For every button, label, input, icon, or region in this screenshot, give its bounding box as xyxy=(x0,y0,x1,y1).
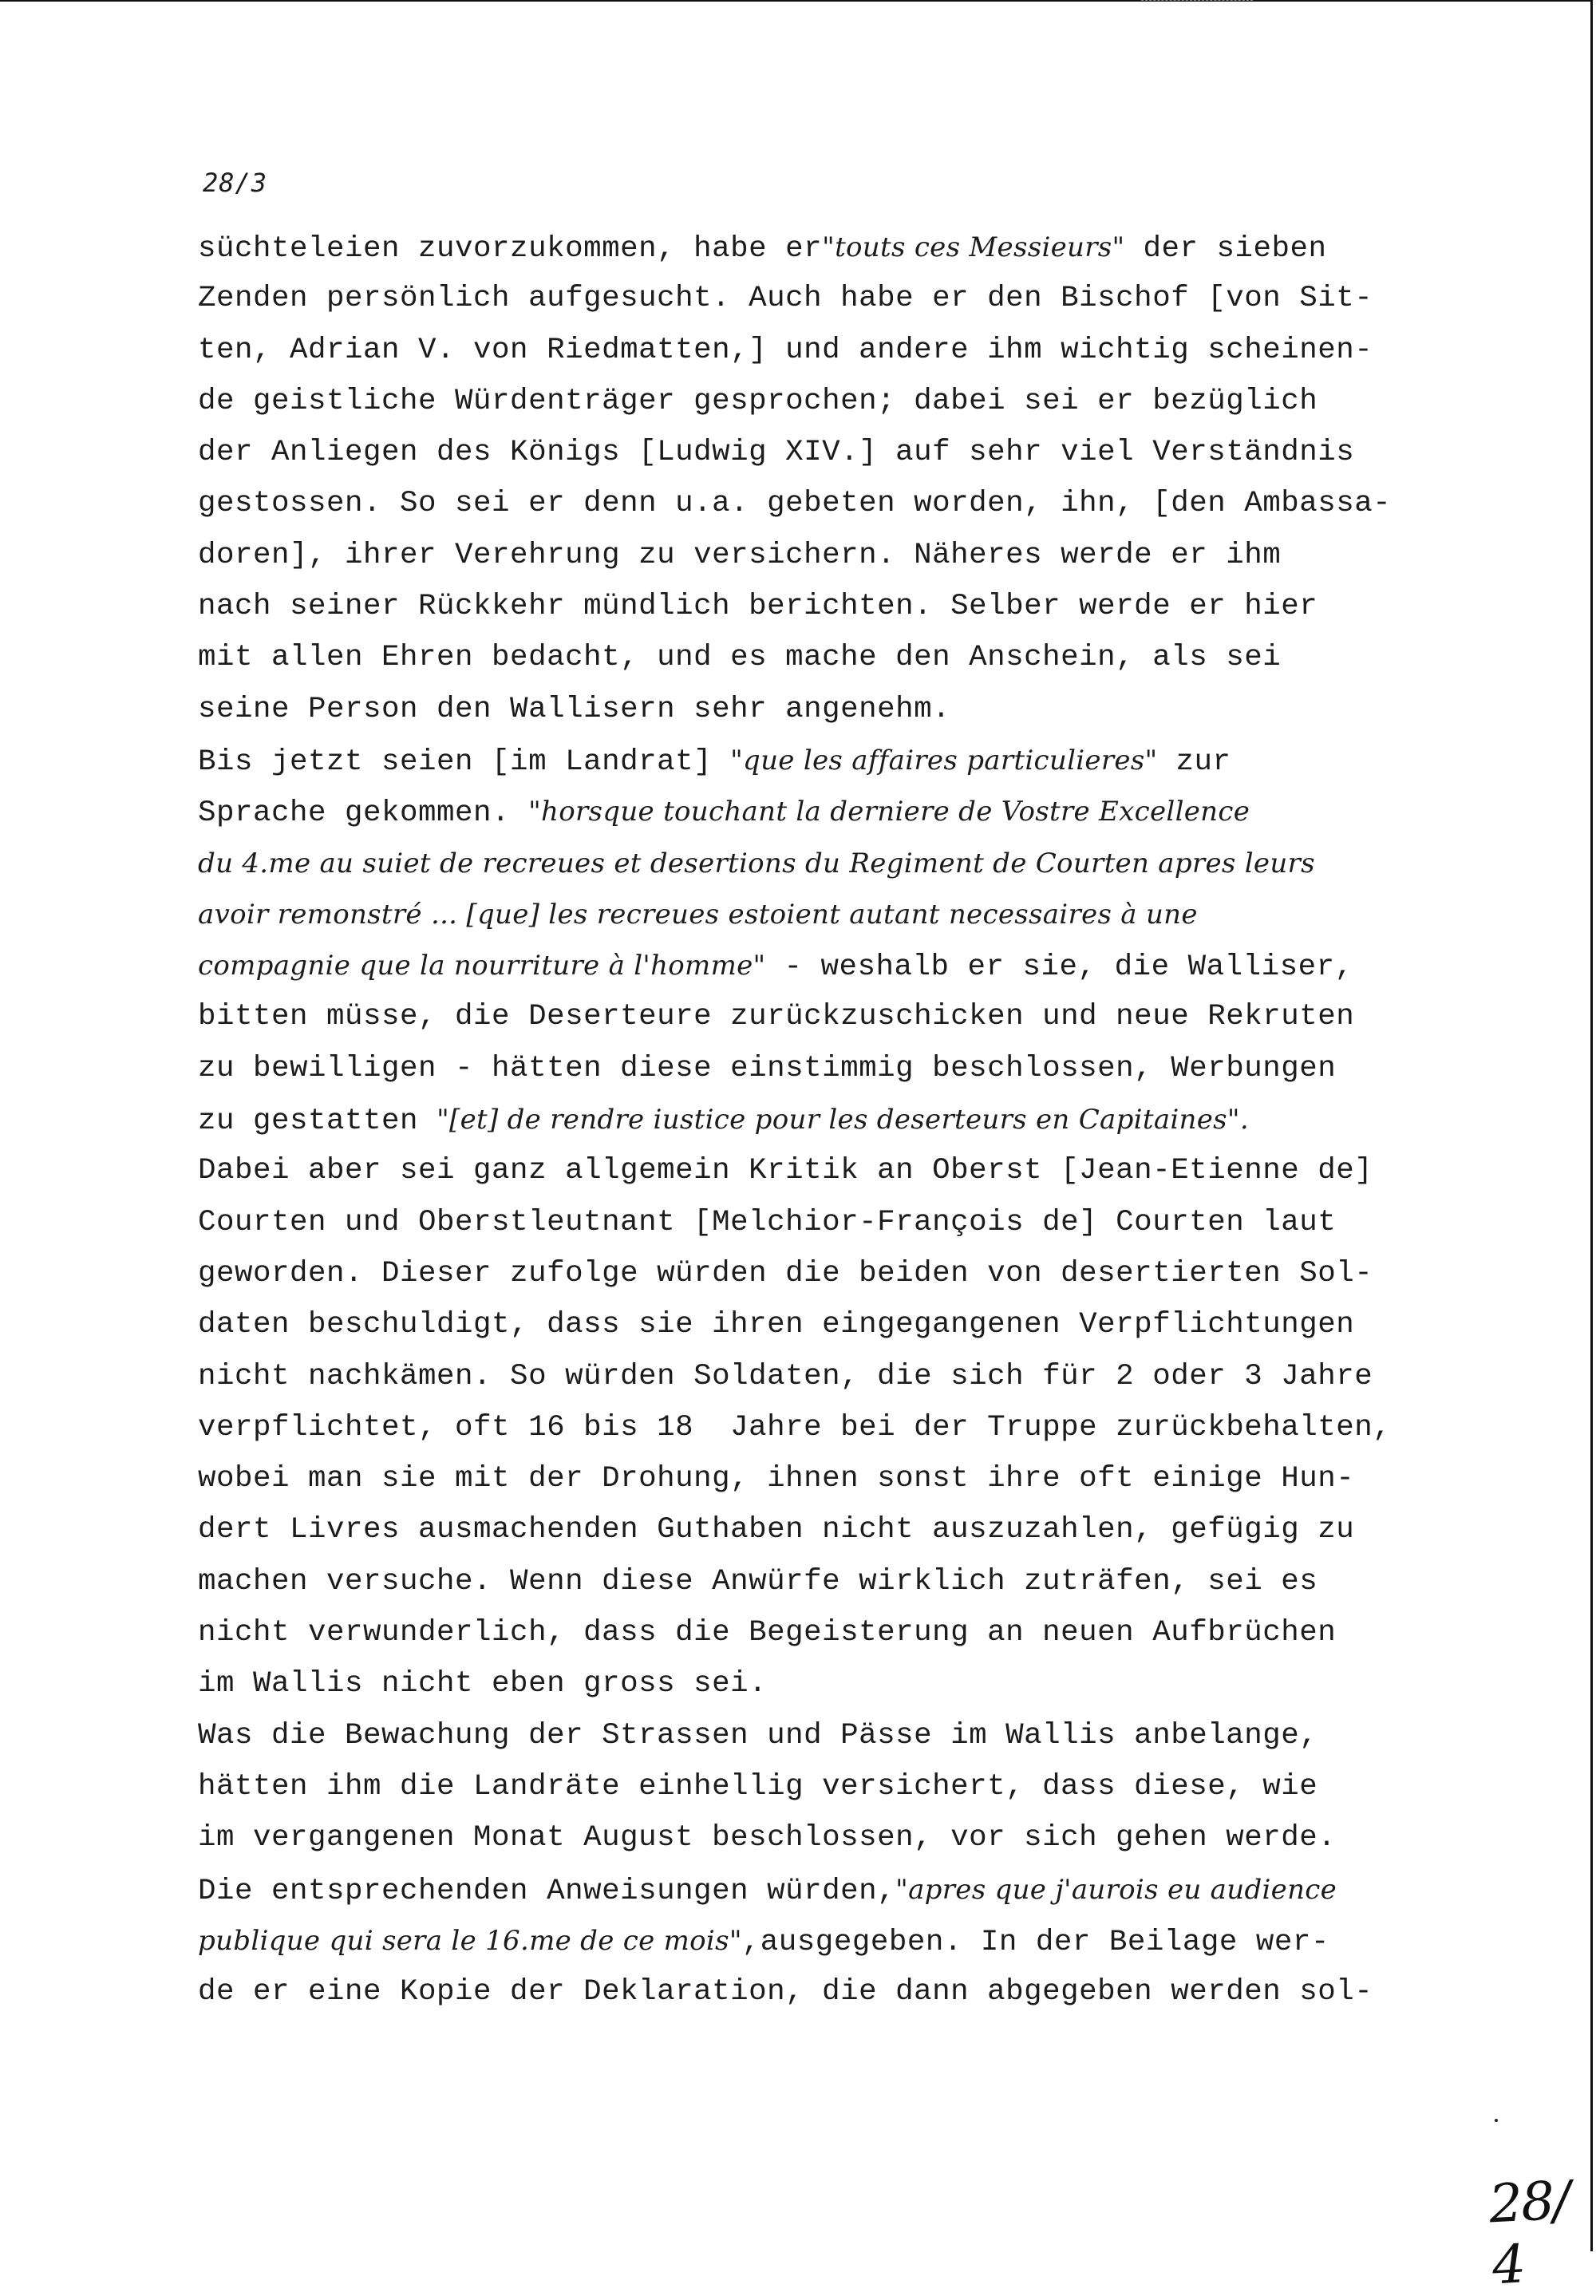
quoted-french-text: compagnie que la nourriture à l'homme" xyxy=(198,950,766,982)
text-segment: im vergangenen Monat August beschlossen, vor sich gehen werde. xyxy=(198,1821,1337,1855)
text-line xyxy=(198,1248,1459,1299)
text-segment: Zenden persönlich aufgesucht. Auch habe er den Bischof [von Sit- xyxy=(198,282,1373,316)
text-line xyxy=(198,1915,1459,1966)
text-segment: zu gestatten xyxy=(198,1105,437,1139)
text-line xyxy=(198,1402,1459,1453)
document-body xyxy=(198,222,1459,2017)
text-line xyxy=(198,991,1459,1042)
text-segment: der Anliegen des Königs [Ludwig XIV.] auf sehr viel Verständnis xyxy=(198,436,1355,470)
text-line xyxy=(198,1864,1459,1915)
quoted-french-text: "[et] de rendre iustice pour les deserteurs en Capitaines". xyxy=(437,1104,1249,1136)
text-line xyxy=(198,684,1459,735)
text-line xyxy=(198,222,1459,273)
text-line xyxy=(198,427,1459,478)
text-segment: seine Person den Wallisern sehr angenehm. xyxy=(198,692,951,726)
quoted-french-text: du 4.me au suiet de recreues et desertions du Regiment de Courten apres leurs xyxy=(198,847,1315,879)
text-line xyxy=(198,1197,1459,1248)
text-line xyxy=(198,1504,1459,1555)
text-segment: süchteleien zuvorzukommen, habe er xyxy=(198,232,823,266)
text-line xyxy=(198,1351,1459,1402)
text-segment: Die entsprechenden Anweisungen würden, xyxy=(198,1874,896,1908)
quoted-french-text: "que les affaires particulieres" xyxy=(730,744,1158,777)
text-segment: ,ausgegeben. In der Beilage wer- xyxy=(741,1925,1329,1959)
text-line xyxy=(198,1966,1459,2017)
text-segment: nach seiner Rückkehr mündlich berichten. Selber werde er hier xyxy=(198,590,1318,624)
text-line xyxy=(198,1043,1459,1094)
quoted-french-text: "apres que j'aurois eu audience xyxy=(895,1873,1337,1906)
text-segment: doren], ihrer Verehrung zu versichern. Näheres werde er ihm xyxy=(198,538,1282,572)
text-segment: verpflichtet, oft 16 bis 18 Jahre bei der Truppe zurückbehalten, xyxy=(198,1410,1392,1444)
text-segment: hätten ihm die Landräte einhellig versichert, dass diese, wie xyxy=(198,1769,1318,1804)
text-line xyxy=(198,1145,1459,1196)
text-line xyxy=(198,376,1459,427)
text-line xyxy=(198,1761,1459,1812)
text-line xyxy=(198,1556,1459,1607)
text-line xyxy=(198,1094,1459,1145)
text-segment: ten, Adrian V. von Riedmatten,] und andere ihm wichtig scheinen- xyxy=(198,333,1373,367)
text-segment: nicht nachkämen. So würden Soldaten, die sich für 2 oder 3 Jahre xyxy=(198,1359,1373,1393)
text-segment: im Wallis nicht eben gross sei. xyxy=(198,1667,768,1701)
text-segment: Dabei aber sei ganz allgemein Kritik an Oberst [Jean-Etienne de] xyxy=(198,1154,1373,1188)
text-line xyxy=(198,940,1459,991)
text-line xyxy=(198,273,1459,324)
text-segment: daten beschuldigt, dass sie ihren eingegangenen Verpflichtungen xyxy=(198,1308,1355,1342)
text-segment: machen versuche. Wenn diese Anwürfe wirklich zuträfen, sei es xyxy=(198,1564,1318,1599)
handwritten-folio: 28/ 4 xyxy=(1487,2169,1571,2296)
text-segment: - weshalb er sie, die Walliser, xyxy=(765,950,1353,985)
text-line xyxy=(198,1812,1459,1863)
ink-speck xyxy=(1495,2119,1498,2122)
page-number: 28/3 xyxy=(203,168,268,198)
text-segment: gestossen. So sei er denn u.a. gebeten worden, ihn, [den Ambassa- xyxy=(198,487,1392,521)
quoted-french-text: publique qui sera le 16.me de ce mois" xyxy=(198,1924,742,1957)
text-segment: Was die Bewachung der Strassen und Pässe im Wallis anbelange, xyxy=(198,1718,1318,1753)
text-segment: bitten müsse, die Deserteure zurückzuschicken und neue Rekruten xyxy=(198,1000,1355,1034)
text-line xyxy=(198,581,1459,632)
text-line xyxy=(198,786,1459,837)
text-line xyxy=(198,325,1459,376)
text-line xyxy=(198,632,1459,683)
text-segment: wobei man sie mit der Drohung, ihnen sonst ihre oft einige Hun- xyxy=(198,1462,1355,1496)
scan-artifact xyxy=(1141,0,1253,4)
text-line xyxy=(198,1453,1459,1504)
text-line xyxy=(198,1607,1459,1658)
text-segment: dert Livres ausmachenden Guthaben nicht auszuzahlen, gefügig zu xyxy=(198,1513,1355,1547)
text-line xyxy=(198,478,1459,529)
text-segment: mit allen Ehren bedacht, und es mache den Anschein, als sei xyxy=(198,641,1282,675)
text-segment: Courten und Oberstleutnant [Melchior-François de] Courten laut xyxy=(198,1205,1337,1239)
quoted-french-text: avoir remonstré ... [que] les recreues estoient autant necessaires à une xyxy=(198,898,1198,931)
text-segment: Bis jetzt seien [im Landrat] xyxy=(198,745,731,779)
text-segment: zur xyxy=(1157,745,1231,779)
text-line xyxy=(198,889,1459,940)
text-line xyxy=(198,735,1459,786)
text-line xyxy=(198,1299,1459,1350)
quoted-french-text: "touts ces Messieurs" xyxy=(822,231,1125,263)
text-line xyxy=(198,1710,1459,1761)
text-line xyxy=(198,838,1459,889)
quoted-french-text: "horsque touchant la derniere de Vostre Excellence xyxy=(528,796,1250,828)
text-segment: zu bewilligen - hätten diese einstimmig beschlossen, Werbungen xyxy=(198,1051,1337,1085)
text-line xyxy=(198,530,1459,581)
text-segment: nicht verwunderlich, dass die Begeisterung an neuen Aufbrüchen xyxy=(198,1616,1337,1650)
text-segment: der sieben xyxy=(1124,232,1327,266)
text-segment: de er eine Kopie der Deklaration, die dann abgegeben werden sol- xyxy=(198,1975,1373,2009)
text-segment: de geistliche Würdenträger gesprochen; dabei sei er bezüglich xyxy=(198,384,1318,418)
text-line xyxy=(198,1658,1459,1709)
text-segment: Sprache gekommen. xyxy=(198,796,529,831)
text-segment: geworden. Dieser zufolge würden die beiden von desertierten Sol- xyxy=(198,1256,1373,1290)
